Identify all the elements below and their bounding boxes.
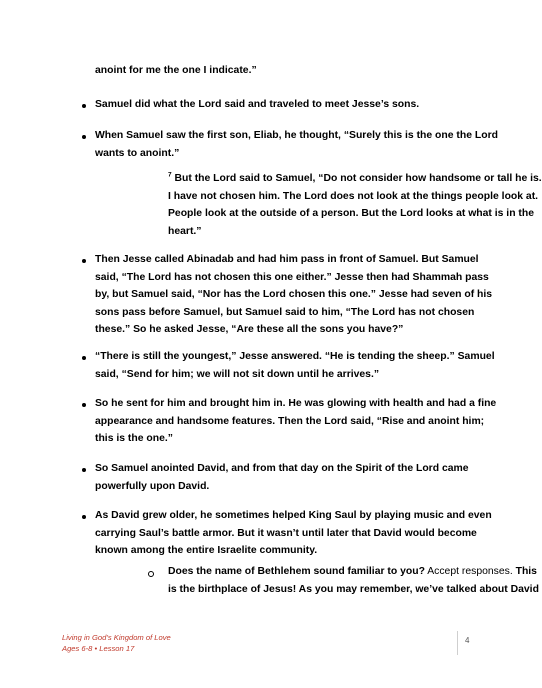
bullet-line: known among the entire Israelite community. [95, 545, 318, 557]
bullet-line: As David grew older, he sometimes helped King Saul by playing music and even [95, 510, 492, 521]
bullet-line: carrying Saul’s battle armor. But it wasn’t until later that David would become [95, 527, 477, 539]
bullet-david-older [95, 507, 492, 560]
scripture-quote [168, 170, 542, 240]
bullet-samuel-travels [95, 96, 419, 114]
bullet-line: said, “The Lord has not chosen this one either.” Jesse then had Shammah pass [95, 271, 489, 283]
bullet-dot [82, 135, 86, 139]
bullet-dot [82, 356, 86, 360]
bullet-line: “There is still the youngest,” Jesse answered. “He is tending the sheep.” Samuel [95, 351, 495, 362]
bullet-line: these.” So he asked Jesse, “Are these all the sons you have?” [95, 324, 404, 336]
bullet-eliab [95, 127, 498, 162]
bullet-line: powerfully upon David. [95, 480, 210, 492]
footer-title: Living in God’s Kingdom of Love [62, 633, 171, 642]
bullet-line: said, “Send for him; we will not sit down until he arrives.” [95, 368, 380, 380]
footer-course-info [62, 633, 171, 654]
page-number: 4 [465, 636, 470, 645]
bullet-line: appearance and handsome features. Then the Lord said, “Rise and anoint him; [95, 415, 485, 427]
bullet-dot [82, 259, 86, 263]
bullet-dot [82, 468, 86, 472]
bullet-anointed-david [95, 460, 469, 495]
sub-bullet-line: is the birthplace of Jesus! As you may remember, we’ve talked about David [168, 583, 539, 595]
bullet-line: So he sent for him and brought him in. He was glowing with health and had a fine [95, 398, 497, 409]
sub-bullet-bethlehem [168, 563, 539, 598]
sub-bullet-line: Does the name of Bethlehem sound familiar to you? Accept responses. This [168, 566, 537, 577]
bullet-sent-for-him [95, 395, 496, 448]
bullet-line: When Samuel saw the first son, Eliab, he thought, “Surely this is the one the Lord [95, 130, 498, 141]
bullet-dot [82, 104, 86, 108]
bullet-jesse-sons [95, 251, 492, 339]
bullet-line: Then Jesse called Abinadab and had him pass in front of Samuel. But Samuel [95, 254, 479, 265]
intro-line: anoint for me the one I indicate.” [95, 65, 257, 76]
footer-subtitle: Ages 6-8 • Lesson 17 [62, 643, 135, 653]
bullet-line: Samuel did what the Lord said and traveled to meet Jesse’s sons. [95, 99, 420, 110]
quote-line: I have not chosen him. The Lord does not look at the things people look at. [168, 190, 539, 202]
bullet-line: sons pass before Samuel, but Samuel said to him, “The Lord has not chosen [95, 306, 475, 318]
bullet-line: So Samuel anointed David, and from that day on the Spirit of the Lord came [95, 463, 469, 474]
bullet-dot [82, 403, 86, 407]
bullet-dot [82, 515, 86, 519]
verse-number: 7 [168, 171, 172, 179]
bullet-line: by, but Samuel said, “Nor has the Lord chosen this one.” Jesse had seven of his [95, 289, 493, 301]
quote-line: People look at the outside of a person. But the Lord looks at what is in the [168, 208, 535, 220]
quote-line: $^7$ But the Lord said to Samuel, “Do not consider how handsome or tall he is. [168, 171, 542, 184]
footer-divider [457, 631, 458, 655]
bullet-youngest [95, 348, 495, 383]
quote-line: heart.” [168, 225, 202, 237]
bullet-line: this is the one.” [95, 433, 173, 445]
sub-bullet-circle [148, 571, 154, 577]
bullet-line: wants to anoint.” [95, 147, 180, 159]
